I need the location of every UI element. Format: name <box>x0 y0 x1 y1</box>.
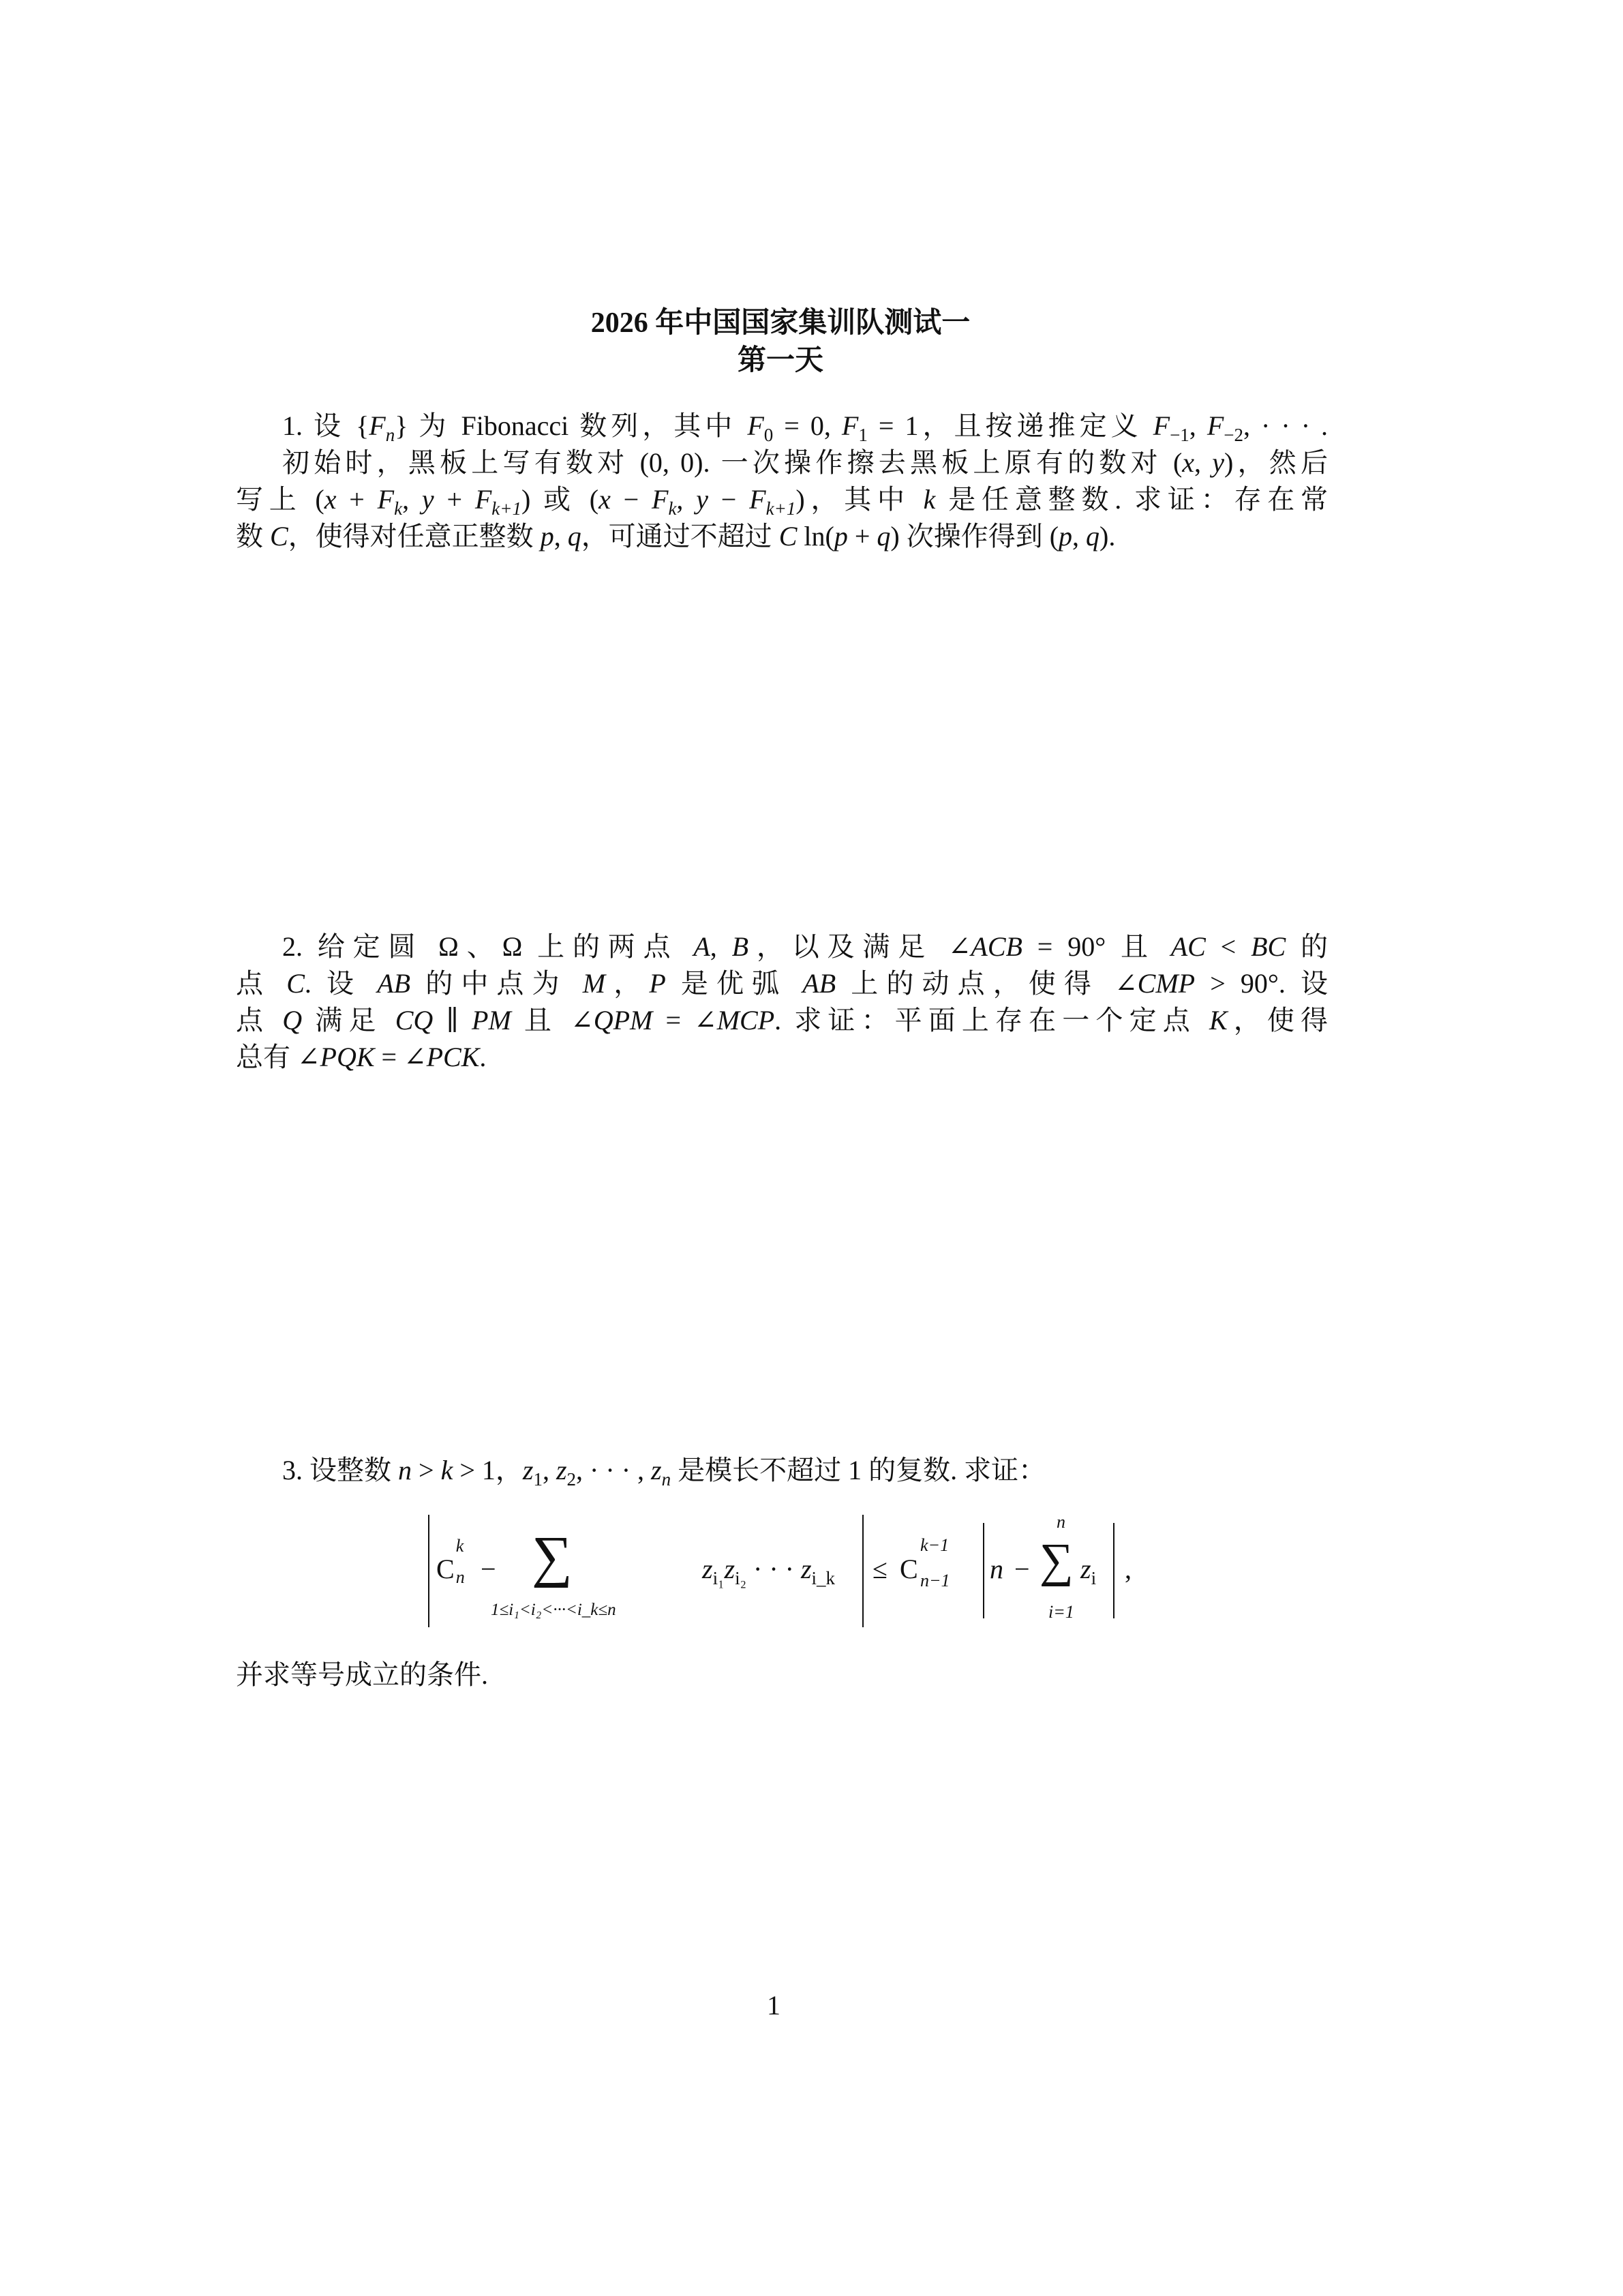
text-run: 1. 设 <box>282 410 357 441</box>
math-run: k <box>923 484 936 515</box>
summation-sign: ∑ <box>532 1525 573 1588</box>
text-run: 的 <box>1286 931 1329 962</box>
text-run: 并求等号成立的条件. <box>236 1659 488 1690</box>
math-run: x <box>324 484 337 515</box>
math-run: QPM <box>593 1005 653 1036</box>
math-run: x <box>598 484 611 515</box>
math-run: k <box>668 498 677 519</box>
math-run: BC <box>1251 931 1286 962</box>
summation-lower-limit: 1≤i₁<i₂<···<i_k≤n <box>491 1601 616 1619</box>
math-run: K <box>1209 1005 1228 1036</box>
superscript: k <box>455 1536 464 1556</box>
math-run: + <box>336 484 378 515</box>
subscript: n−1 <box>920 1571 950 1590</box>
text-run: ，且按递推定义 <box>918 410 1153 441</box>
math-run: = 90° <box>1022 931 1106 962</box>
text-run: 且 <box>1106 931 1171 962</box>
text-run: 的中点为 <box>410 968 583 999</box>
math-run: C <box>778 521 798 552</box>
math-run: , · · · , <box>576 1455 652 1485</box>
text-run: 初始时，黑板上写有数对 (0, 0). 一次操作擦去黑板上原有的数对 ( <box>282 447 1183 478</box>
math-run: n <box>385 425 395 445</box>
text-run: 点 <box>236 968 287 999</box>
math-run: p <box>1059 521 1073 552</box>
math-run: p <box>834 521 848 552</box>
summation-lower-limit: i=1 <box>1048 1602 1074 1622</box>
text-run: ，以及满足 ∠ <box>748 931 971 962</box>
math-run: , <box>676 484 697 515</box>
math-run: + <box>847 521 877 552</box>
z: z <box>800 1554 812 1584</box>
math-run: + <box>434 484 475 515</box>
subscript: i <box>1091 1568 1097 1588</box>
math-run: C <box>286 968 305 999</box>
math-run: − <box>708 484 750 515</box>
math-run: ln( <box>797 521 834 552</box>
math-run: { <box>356 410 369 441</box>
problem-3-line <box>282 1452 1328 1498</box>
text-run: . 求证：平面上存在一个定点 <box>774 1005 1209 1036</box>
math-run: Q <box>282 1005 303 1036</box>
math-run: k <box>394 498 403 519</box>
math-run: > <box>412 1455 441 1485</box>
math-run: } <box>395 410 408 441</box>
math-run: AB <box>802 968 836 999</box>
math-run: F <box>1207 410 1224 441</box>
math-run: z <box>651 1455 662 1485</box>
leq-sign: ≤ <box>873 1554 888 1584</box>
text-run: 是模长不超过 1 的复数. 求证： <box>671 1455 1046 1485</box>
superscript: k−1 <box>920 1535 950 1555</box>
text-run: 且 ∠ <box>511 1005 594 1036</box>
text-run: 为 Fibonacci 数列，其中 <box>408 410 748 441</box>
abs-bar <box>1113 1523 1114 1618</box>
binomial-c: C <box>900 1554 918 1584</box>
math-run: z <box>522 1455 534 1485</box>
math-run: PM <box>472 1005 511 1036</box>
math-run: q <box>567 521 581 552</box>
problem-2-line <box>236 1039 1328 1076</box>
n: n <box>990 1554 1003 1584</box>
text-run: . 设 <box>1278 968 1328 999</box>
math-run: , <box>1189 410 1207 441</box>
subscript: n <box>455 1567 465 1587</box>
math-run: y <box>421 484 434 515</box>
math-run: = 0, <box>773 410 842 441</box>
math-run: < <box>1205 931 1252 962</box>
binomial-c: C <box>436 1554 455 1584</box>
math-run: 1 <box>533 1469 543 1490</box>
abs-bar <box>428 1515 429 1627</box>
math-run: k <box>440 1455 453 1485</box>
math-run: AC <box>1170 931 1206 962</box>
dots: · · · <box>753 1554 794 1584</box>
math-run: B <box>731 931 749 962</box>
text-run: 总有 ∠ <box>236 1042 320 1072</box>
math-run: > 90° <box>1195 968 1279 999</box>
math-run: = 1 <box>867 410 919 441</box>
math-run: C <box>270 521 288 552</box>
math-run: ) <box>1224 447 1234 478</box>
math-run: , <box>1072 521 1087 552</box>
math-run: ) <box>890 521 900 552</box>
math-run: ) <box>795 484 805 515</box>
z: z <box>724 1554 735 1584</box>
text-run: 写上 ( <box>236 484 324 515</box>
comma: , <box>1125 1554 1132 1584</box>
z: z <box>1080 1554 1091 1584</box>
text-run: 是优弧 <box>665 968 803 999</box>
summation-upper-limit: n <box>1057 1512 1065 1532</box>
math-run: F <box>652 484 669 515</box>
problem-1-line <box>282 444 1328 481</box>
math-run: F <box>369 410 386 441</box>
math-run: ) <box>521 484 531 515</box>
math-run: F <box>377 484 395 515</box>
math-run: AB <box>377 968 411 999</box>
math-run: PQK <box>320 1042 375 1072</box>
summation-sign: ∑ <box>1040 1535 1074 1587</box>
text-run: . 设 <box>304 968 378 999</box>
problem-2-line <box>236 1002 1328 1039</box>
math-run: P <box>649 968 666 999</box>
minus-sign: − <box>1014 1554 1030 1584</box>
subscript: i_k <box>811 1568 836 1588</box>
text-run: 或 ( <box>530 484 599 515</box>
z: z <box>702 1554 713 1584</box>
math-run: k+1 <box>765 498 796 519</box>
math-run: PCK <box>426 1042 480 1072</box>
text-run: ，使得 <box>1227 1005 1329 1036</box>
math-run: , <box>553 521 568 552</box>
text-run: ， <box>605 968 650 999</box>
math-run: A <box>693 931 710 962</box>
math-run: q <box>1086 521 1100 552</box>
text-run: 2. 给定圆 Ω、Ω 上的两点 <box>282 931 694 962</box>
math-run: , <box>710 931 732 962</box>
math-run: −2 <box>1224 425 1243 445</box>
math-run: MCP <box>716 1005 775 1036</box>
math-run: , · · · . <box>1243 410 1329 441</box>
text-run: ，使得对任意正整数 <box>288 521 541 552</box>
math-run: q <box>877 521 891 552</box>
problem-1-line <box>236 518 1328 555</box>
text-run: ，然后 <box>1233 447 1328 478</box>
text-run: ，可通过不超过 <box>581 521 779 552</box>
math-run: , <box>402 484 422 515</box>
math-run: , <box>542 1455 556 1485</box>
math-run: , <box>1194 447 1213 478</box>
math-run: F <box>1153 410 1170 441</box>
math-run: CMP <box>1137 968 1196 999</box>
text-run: ，其中 <box>804 484 924 515</box>
text-run: 满足 <box>302 1005 395 1036</box>
text-run: 上的动点，使得 ∠ <box>836 968 1138 999</box>
document-title: 2026 年中国国家集训队测试一 <box>590 307 971 339</box>
math-run: = ∠ <box>652 1005 717 1036</box>
subscript: i₂ <box>735 1568 746 1588</box>
problem-3-line <box>236 1657 1328 1693</box>
math-run: 1 <box>858 425 868 445</box>
math-run: M <box>582 968 606 999</box>
product-term <box>702 1553 835 1589</box>
math-run: 2 <box>566 1469 577 1490</box>
math-run: n <box>661 1469 671 1490</box>
math-run: 0 <box>763 425 774 445</box>
math-run: F <box>747 410 764 441</box>
text-run: 数 <box>236 521 270 552</box>
math-run: = ∠ <box>374 1042 427 1072</box>
math-run: CQ <box>395 1005 434 1036</box>
subscript: i₁ <box>712 1568 725 1588</box>
math-run: k+1 <box>491 498 521 519</box>
abs-bar <box>983 1523 984 1618</box>
text-run: 点 <box>236 1005 283 1036</box>
math-run: ∥ <box>433 1005 472 1036</box>
math-run: ). <box>1099 521 1116 552</box>
math-run: −1 <box>1170 425 1189 445</box>
problem-2-line <box>236 965 1328 1002</box>
math-run: y <box>696 484 708 515</box>
page-number: 1 <box>767 1990 780 2021</box>
math-run: F <box>841 410 859 441</box>
math-run: F <box>749 484 766 515</box>
math-run: ACB <box>971 931 1022 962</box>
math-run: F <box>474 484 492 515</box>
math-run: z <box>556 1455 567 1485</box>
text-run: 3. 设整数 <box>282 1455 398 1485</box>
math-run: y <box>1212 447 1225 478</box>
problem-2-line <box>282 928 1328 965</box>
math-run: > 1 <box>453 1455 496 1485</box>
math-run: x <box>1182 447 1195 478</box>
text-run: 次操作得到 ( <box>899 521 1059 552</box>
text-run: 是任意整数. 求证：存在常 <box>935 484 1329 515</box>
math-run: p <box>540 521 554 552</box>
text-run: ， <box>495 1455 523 1485</box>
math-run: n <box>398 1455 412 1485</box>
math-run: − <box>610 484 652 515</box>
display-formula <box>423 1512 1145 1631</box>
document-subtitle: 第一天 <box>737 345 823 376</box>
abs-bar <box>862 1515 864 1627</box>
minus-sign: − <box>481 1554 496 1584</box>
math-run: . <box>479 1042 487 1072</box>
